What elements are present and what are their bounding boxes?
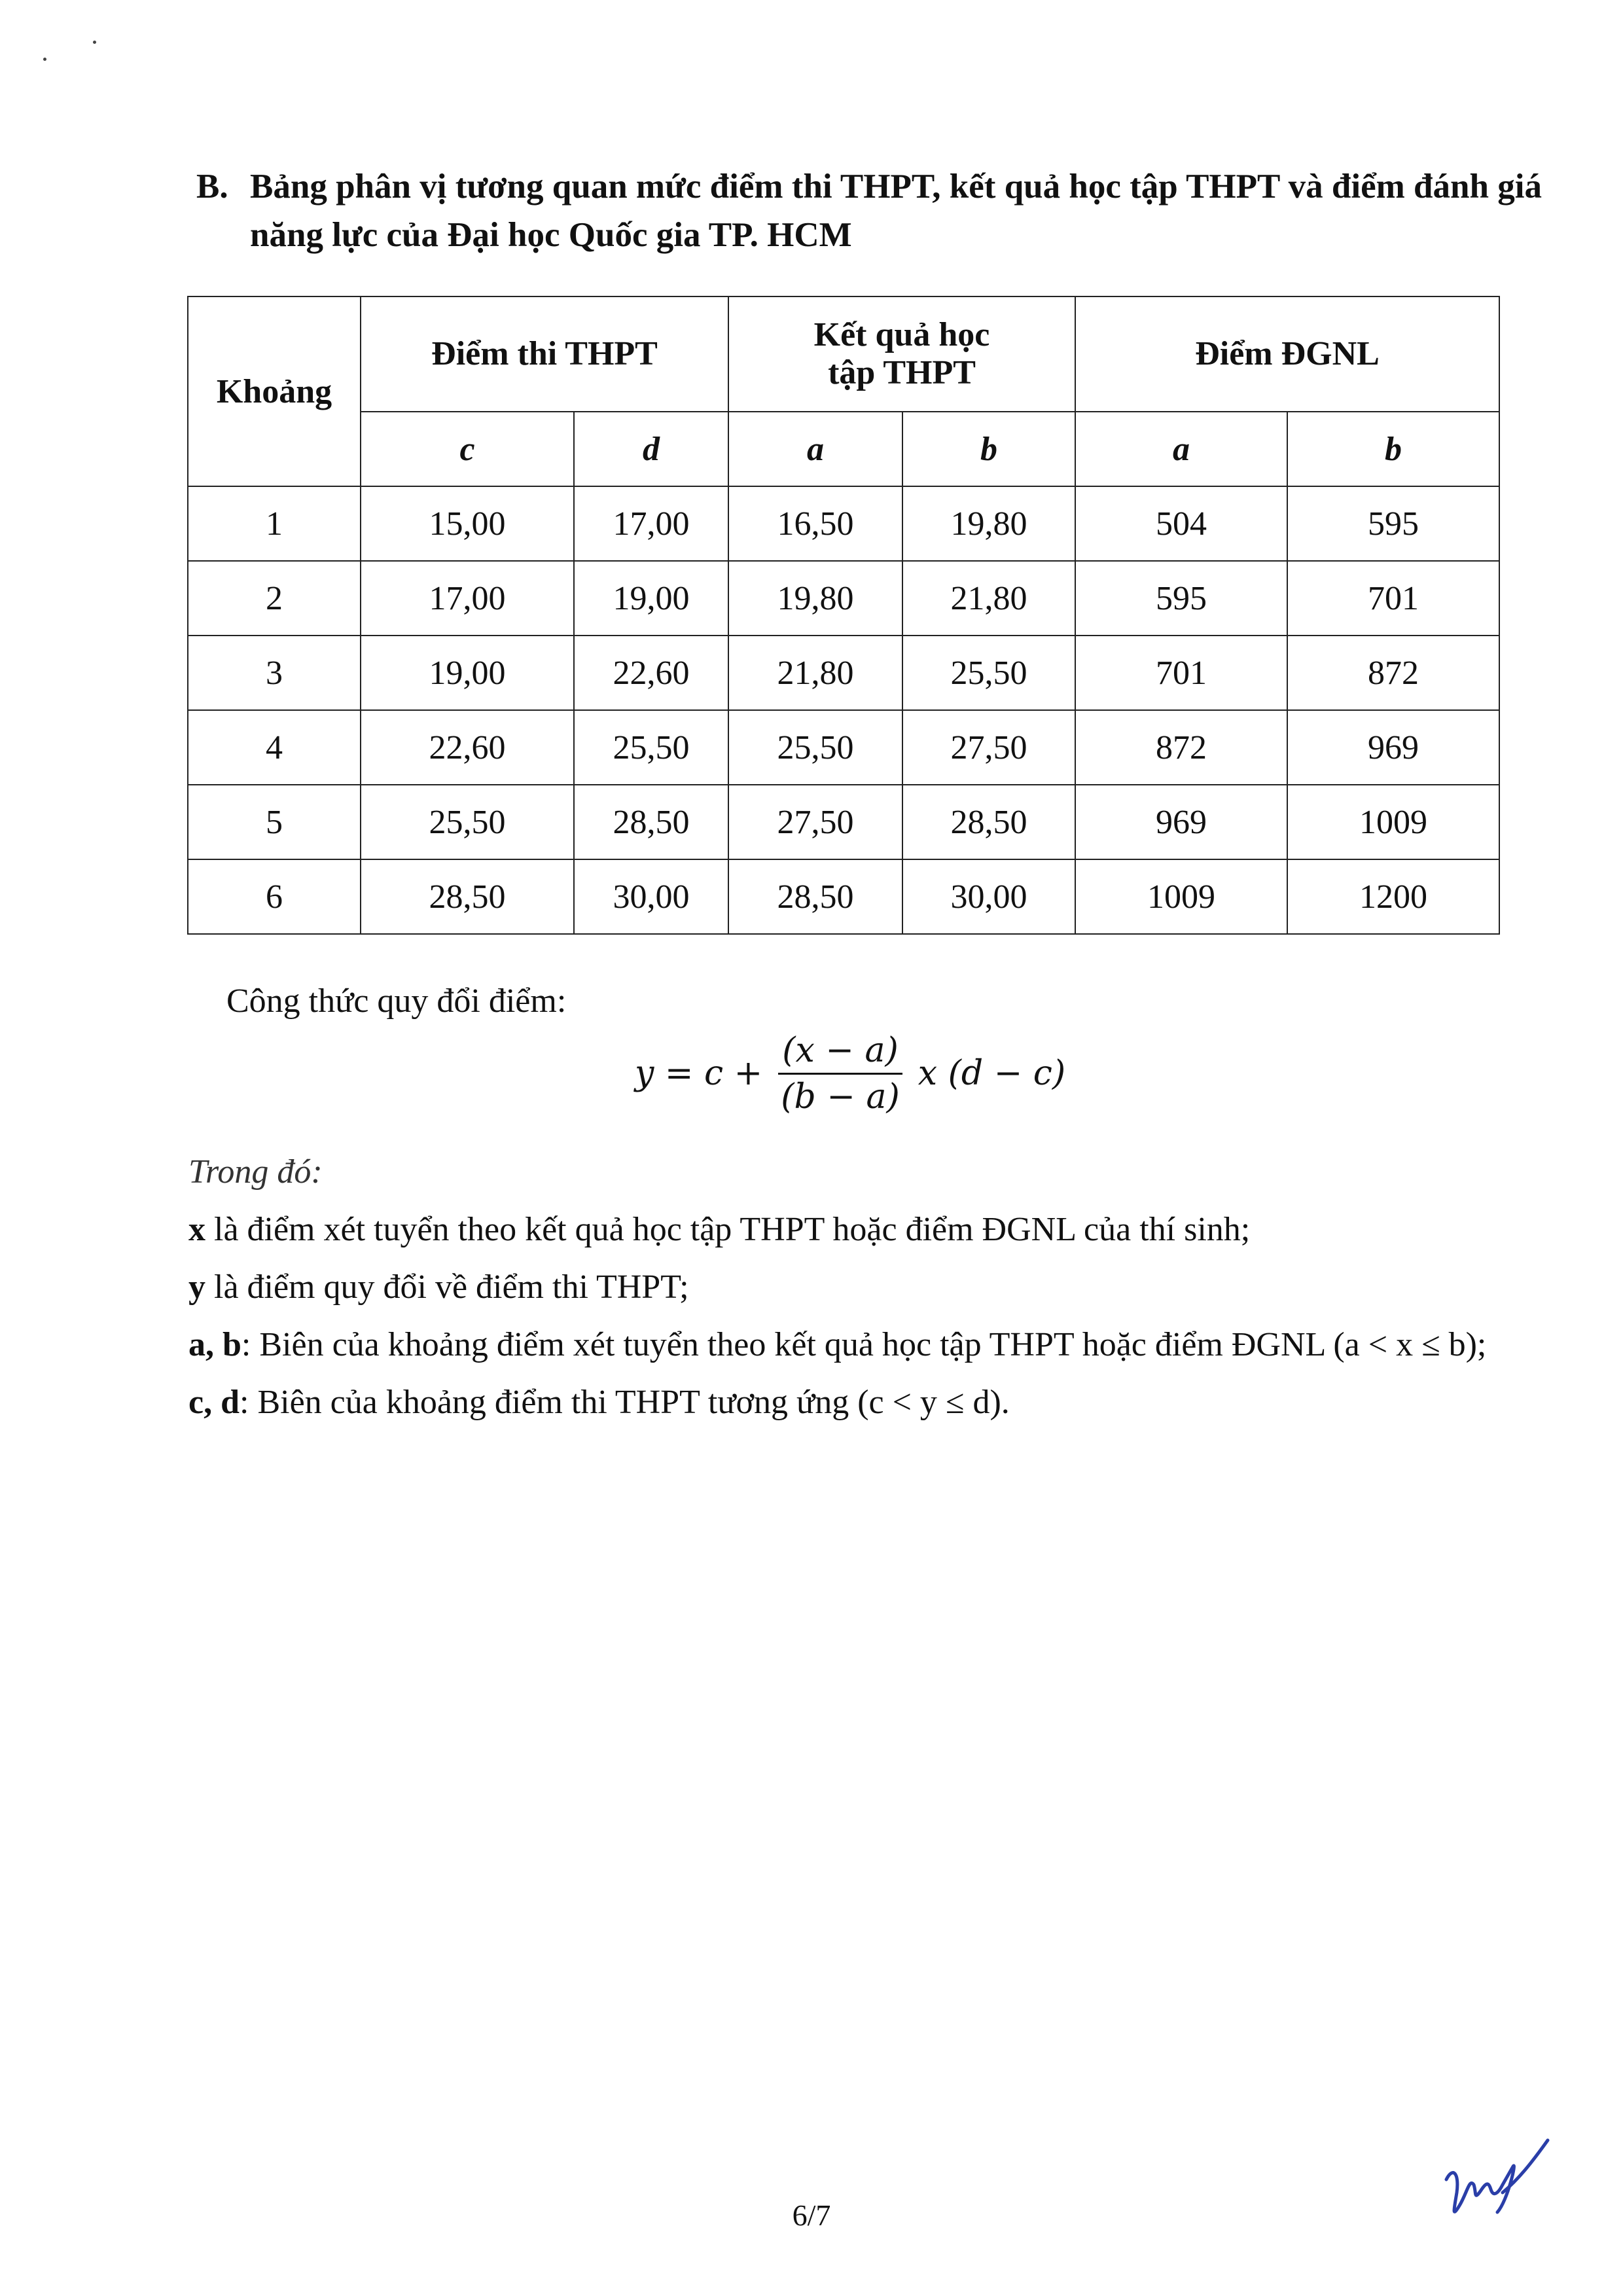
table-cell: 3 [188,636,361,710]
table-cell: 701 [1075,636,1287,710]
table-cell: 16,50 [728,486,902,561]
table-row [188,636,1499,710]
table-row [188,486,1499,561]
table-cell: 19,00 [574,561,728,636]
note-item [188,1267,1602,1308]
table-cell: 22,60 [361,710,574,785]
table-cell: 504 [1075,486,1287,561]
page-number: 6/7 [792,2198,831,2232]
note-text: : Biên của khoảng điểm xét tuyển theo kết quả học tập THPT hoặc điểm ĐGNL (a < x ≤ b); [241,1326,1487,1363]
notes-section [188,1152,1602,1440]
table-cell: 30,00 [902,859,1075,934]
table-cell: 969 [1287,710,1499,785]
percentile-table [187,296,1500,935]
section-letter: B. [196,168,228,206]
table-cell: 22,60 [574,636,728,710]
note-text: là điểm xét tuyển theo kết quả học tập THPT hoặc điểm ĐGNL của thí sinh; [205,1211,1251,1248]
subheader-a: a [1075,412,1287,486]
table-cell: 872 [1287,636,1499,710]
subheader-a: a [728,412,902,486]
table-row [188,859,1499,934]
table-cell: 1 [188,486,361,561]
formula-fraction [777,1031,904,1117]
table-cell: 595 [1075,561,1287,636]
table-row [188,561,1499,636]
header-ket-qua-hoc-tap: Kết quả học tập THPT [728,296,1075,412]
conversion-formula [635,1021,1065,1126]
table-cell: 28,50 [574,785,728,859]
note-item [188,1382,1602,1423]
table-cell: 21,80 [902,561,1075,636]
table-cell: 1200 [1287,859,1499,934]
note-term: x [188,1211,205,1248]
formula-denominator: (b − a) [781,1077,900,1117]
header-khoang: Khoảng [188,296,361,486]
section-heading [196,162,1544,259]
subheader-b: b [902,412,1075,486]
table-row [188,710,1499,785]
formula-rhs: x (d − c) [918,1054,1066,1093]
note-text: là điểm quy đổi về điểm thi THPT; [205,1268,689,1306]
table-cell: 25,50 [361,785,574,859]
table-cell: 28,50 [902,785,1075,859]
table-cell: 19,80 [728,561,902,636]
section-title: Bảng phân vị tương quan mức điểm thi THPT, kết quả học tập THPT và điểm đánh giá năng lực của Đại học Quốc gia TP. HCM [250,168,1542,254]
formula-label: Công thức quy đổi điểm: [226,982,567,1020]
note-text: : Biên của khoảng điểm thi THPT tương ứng (c < y ≤ d). [240,1384,1010,1421]
note-item [188,1325,1602,1365]
note-term: a, b [188,1326,241,1363]
table-cell: 15,00 [361,486,574,561]
table-cell: 17,00 [361,561,574,636]
table-cell: 25,50 [902,636,1075,710]
header-diem-thi-thpt: Điểm thi THPT [361,296,728,412]
table-cell: 5 [188,785,361,859]
table-cell: 701 [1287,561,1499,636]
table-cell: 595 [1287,486,1499,561]
subheader-b: b [1287,412,1499,486]
table-cell: 19,00 [361,636,574,710]
table-cell: 17,00 [574,486,728,561]
table-cell: 28,50 [728,859,902,934]
subheader-d: d [574,412,728,486]
table-cell: 19,80 [902,486,1075,561]
table-row [188,785,1499,859]
note-term: c, d [188,1384,240,1421]
table-cell: 6 [188,859,361,934]
table-cell: 27,50 [902,710,1075,785]
table-cell: 28,50 [361,859,574,934]
table-cell: 2 [188,561,361,636]
table-cell: 872 [1075,710,1287,785]
table-cell: 25,50 [728,710,902,785]
table-cell: 21,80 [728,636,902,710]
table-cell: 27,50 [728,785,902,859]
note-item [188,1210,1602,1250]
scan-speck [43,58,46,61]
notes-intro: Trong đó: [188,1153,323,1191]
header-diem-dgnl: Điểm ĐGNL [1075,296,1499,412]
note-term: y [188,1268,205,1306]
signature-mark [1440,2127,1551,2232]
table-cell: 30,00 [574,859,728,934]
formula-numerator: (x − a) [778,1031,902,1075]
table-cell: 969 [1075,785,1287,859]
subheader-c: c [361,412,574,486]
scan-speck [93,41,96,44]
formula-lhs: y = c + [635,1054,763,1093]
table-cell: 4 [188,710,361,785]
table-cell: 1009 [1075,859,1287,934]
table-cell: 1009 [1287,785,1499,859]
table-cell: 25,50 [574,710,728,785]
